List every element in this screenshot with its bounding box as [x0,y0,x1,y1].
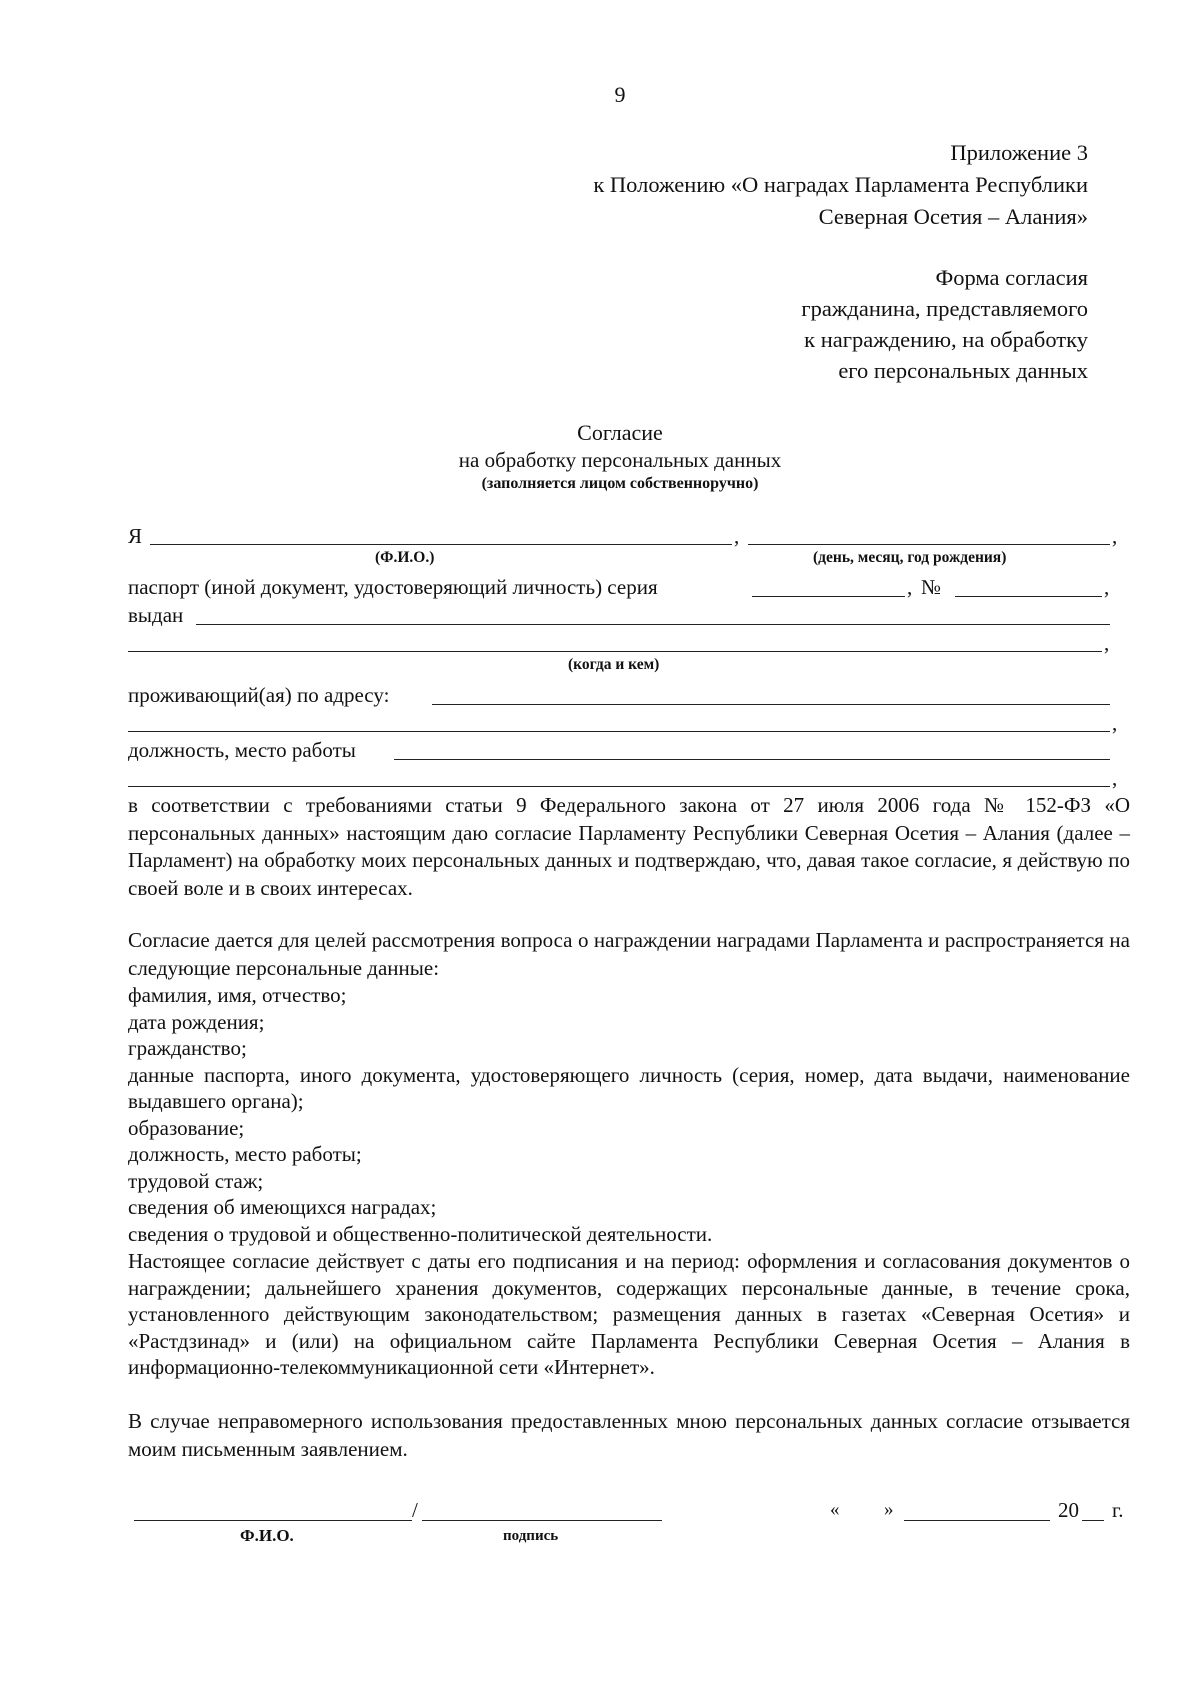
purpose-paragraph: Согласие дается для целей рассмотрения вопроса о награждении наградами Парламента и распространяется на следующие персональные данные: [128,928,1130,980]
fio-caption: (Ф.И.О.) [375,549,435,566]
dob-input-line[interactable] [748,544,1110,545]
issued-comma: , [1104,631,1110,655]
list-item: данные паспорта, иного документа, удостоверяющего личность (серия, номер, дата выдачи, наименование выдавшего органа); [128,1062,1130,1113]
list-item: сведения об имеющихся наградах; [128,1195,437,1219]
passport-label: паспорт (иной документ, удостоверяющий личность) серия [128,575,658,599]
address-line-1[interactable] [432,704,1110,705]
appendix-line-1: Приложение 3 [950,140,1088,165]
number-sign: № [921,575,942,599]
position-comma: , [1112,766,1118,790]
date-year-suffix: г. [1112,1498,1124,1522]
list-item: дата рождения; [128,1009,265,1034]
address-label: проживающий(ая) по адресу: [128,683,390,707]
document-note: (заполняется лицом собственноручно) [481,475,759,492]
date-quote-open: « [830,1499,840,1520]
passport-number-line[interactable] [955,596,1102,597]
passport-comma: , [907,575,913,599]
address-line-2[interactable] [128,731,1110,732]
issued-line-1[interactable] [196,624,1110,625]
form-header-line-4: его персональных данных [838,358,1088,383]
list-item: трудовой стаж; [128,1168,264,1193]
fio-comma: , [734,524,740,548]
form-header-line-2: гражданина, представляемого [801,296,1088,321]
validity-paragraph: Настоящее согласие действует с даты его подписания и на период: оформления и согласования документов о награждении; дальнейшего хранения документов, содержащих персональные данные, в течение срока, установленного действующим законодательством; размещения данных в газетах «Северная Осетия» и «Растдзинад» и (или) на официальном сайте Парламента Республики Северная Осетия – Алания в информационно-телекоммуникационной сети «Интернет». [128,1249,1130,1379]
list-item: должность, место работы; [128,1142,362,1166]
issued-line-2[interactable] [128,651,1102,652]
date-year-line[interactable] [1082,1520,1104,1521]
list-item: образование; [128,1115,245,1140]
list-item: фамилия, имя, отчество; [128,983,347,1007]
form-header-line-1: Форма согласия [935,265,1088,290]
date-month-line[interactable] [904,1520,1050,1521]
dob-comma: , [1112,524,1118,548]
consent-paragraph: в соответствии с требованиями статьи 9 Федерального закона от 27 июля 2006 года № 152-ФЗ «О персональных данных» настоящим даю согласие Парламенту Республики Северная Осетия – Алания (далее – Парламент) на обработку моих персональных данных и подтверждаю, что, давая такое согласие, я действую по своей воле и в своих интересах. [128,793,1130,900]
page-number: 9 [614,82,626,107]
ya-label: Я [128,524,143,548]
position-label: должность, место работы [128,738,356,762]
list-item: гражданство; [128,1036,247,1060]
position-line-2[interactable] [128,786,1110,787]
signature-fio-line[interactable] [134,1520,412,1521]
signature-fio-caption: Ф.И.О. [240,1526,294,1545]
date-year-prefix: 20 [1058,1498,1079,1522]
personal-data-list [128,982,1130,1247]
issued-label: выдан [128,603,184,627]
passport-series-line[interactable] [752,596,905,597]
appendix-line-3: Северная Осетия – Алания» [818,204,1088,229]
revocation-paragraph: В случае неправомерного использования предоставленных мною персональных данных согласие отзывается моим письменным заявлением. [128,1409,1130,1461]
dob-caption: (день, месяц, год рождения) [813,549,1007,566]
appendix-line-2: к Положению «О наградах Парламента Республики [593,172,1088,197]
form-header-line-3: к награждению, на обработку [804,327,1088,352]
signature-slash: / [412,1498,418,1522]
list-item: сведения о трудовой и общественно-политической деятельности. [128,1221,713,1246]
passport-number-comma: , [1104,575,1110,599]
signature-sign-line[interactable] [422,1520,662,1521]
address-comma: , [1112,711,1118,735]
position-line-1[interactable] [394,759,1110,760]
when-by-caption: (когда и кем) [568,656,660,673]
document-title: Согласие [577,420,663,445]
signature-sign-caption: подпись [503,1528,559,1544]
date-quote-close: » [884,1499,894,1520]
fio-input-line[interactable] [150,544,732,545]
document-subtitle: на обработку персональных данных [458,448,782,472]
